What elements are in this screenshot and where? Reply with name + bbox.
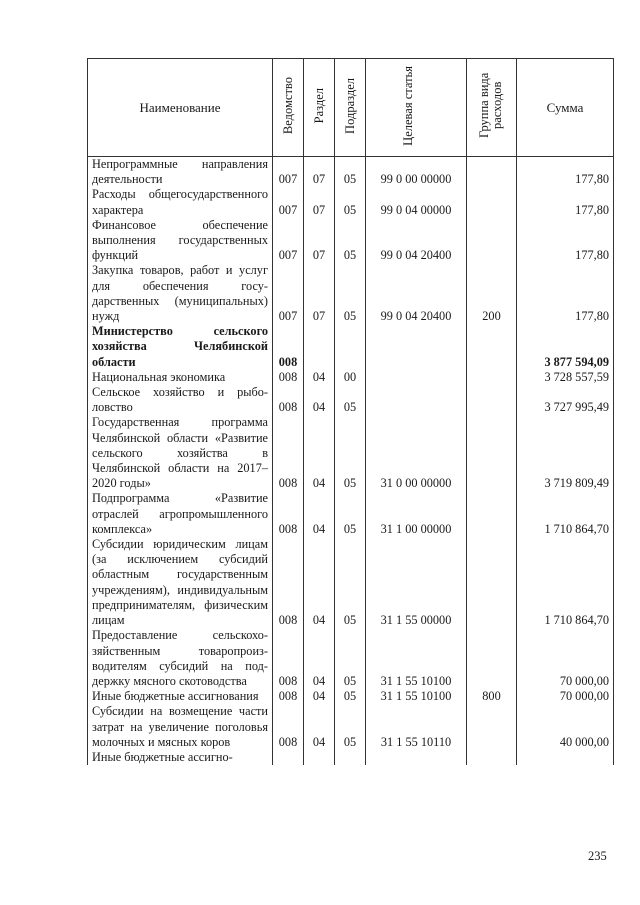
row-exptype	[467, 218, 517, 264]
row-subsection: 05	[335, 263, 366, 324]
row-name: Субсидии на возмещение части затрат на увеличение поголовья молочных и мясных коров	[88, 704, 273, 750]
row-exptype	[467, 157, 517, 188]
row-amount: 3 719 809,49	[517, 415, 614, 491]
row-name: Государственная программа Челябинской области «Развитие сельского хозяйства в Челябинской области на 2017–2020 годы»	[88, 415, 273, 491]
row-exptype: 800	[467, 689, 517, 704]
row-section: 07	[304, 218, 335, 264]
row-amount	[517, 750, 614, 765]
row-section: 04	[304, 628, 335, 689]
row-subsection: 05	[335, 415, 366, 491]
row-name: Министерство сельского хозяйства Челябинской области	[88, 324, 273, 370]
row-exptype	[467, 704, 517, 750]
header-subsection: Подраздел	[335, 59, 366, 157]
row-amount: 177,80	[517, 157, 614, 188]
row-exptype	[467, 324, 517, 370]
row-amount: 177,80	[517, 187, 614, 217]
row-dept: 008	[273, 689, 304, 704]
row-section: 04	[304, 689, 335, 704]
row-section: 04	[304, 704, 335, 750]
row-amount: 70 000,00	[517, 689, 614, 704]
row-target: 31 1 55 10110	[366, 704, 467, 750]
row-section: 04	[304, 491, 335, 537]
row-exptype: 200	[467, 263, 517, 324]
row-section	[304, 324, 335, 370]
row-target: 99 0 04 20400	[366, 263, 467, 324]
row-dept: 008	[273, 491, 304, 537]
row-exptype	[467, 750, 517, 765]
row-name: Закупка товаров, работ и услуг для обеспечения государственных (муниципальных) нужд	[88, 263, 273, 324]
header-target: Целевая статья	[366, 59, 467, 157]
header-amount: Сумма	[517, 59, 614, 157]
header-section: Раздел	[304, 59, 335, 157]
table-row	[88, 218, 614, 264]
row-dept: 008	[273, 628, 304, 689]
row-amount: 3 877 594,09	[517, 324, 614, 370]
row-exptype	[467, 491, 517, 537]
row-target: 31 1 55 10100	[366, 628, 467, 689]
row-section: 04	[304, 385, 335, 415]
row-exptype	[467, 415, 517, 491]
row-dept: 008	[273, 537, 304, 628]
row-name: Финансовое обеспечение выполнения государственных функций	[88, 218, 273, 264]
table-row	[88, 537, 614, 628]
table-row	[88, 704, 614, 750]
row-section: 07	[304, 263, 335, 324]
row-target	[366, 750, 467, 765]
row-exptype	[467, 187, 517, 217]
row-target	[366, 324, 467, 370]
row-dept: 008	[273, 415, 304, 491]
row-amount: 1 710 864,70	[517, 537, 614, 628]
row-name: Субсидии юридическим лицам (за исключением субсидий областным государственным учреждениям), индивидуальным предпринимателям, физическим лицам	[88, 537, 273, 628]
row-name: Иные бюджетные ассигно-	[88, 750, 273, 765]
row-name: Расходы общегосударственного характера	[88, 187, 273, 217]
row-name: Подпрограмма «Развитие отраслей агропромышленного комплекса»	[88, 491, 273, 537]
row-subsection: 05	[335, 491, 366, 537]
row-target: 31 1 55 00000	[366, 537, 467, 628]
row-dept: 007	[273, 218, 304, 264]
row-dept	[273, 750, 304, 765]
row-section: 04	[304, 537, 335, 628]
table-body	[88, 157, 614, 766]
row-exptype	[467, 628, 517, 689]
row-subsection: 00	[335, 370, 366, 385]
row-subsection	[335, 324, 366, 370]
row-subsection: 05	[335, 704, 366, 750]
page-number: 235	[588, 849, 607, 863]
table-row	[88, 689, 614, 704]
row-dept: 007	[273, 263, 304, 324]
table-row	[88, 370, 614, 385]
row-dept: 007	[273, 187, 304, 217]
row-target: 99 0 04 00000	[366, 187, 467, 217]
row-dept: 008	[273, 324, 304, 370]
row-section: 07	[304, 157, 335, 188]
row-subsection: 05	[335, 628, 366, 689]
row-subsection	[335, 750, 366, 765]
row-target: 31 1 55 10100	[366, 689, 467, 704]
row-subsection: 05	[335, 537, 366, 628]
row-dept: 008	[273, 704, 304, 750]
row-dept: 008	[273, 370, 304, 385]
row-section	[304, 750, 335, 765]
table-row	[88, 415, 614, 491]
row-target: 31 1 00 00000	[366, 491, 467, 537]
table-row	[88, 187, 614, 217]
row-name: Непрограммные направления деятельности	[88, 157, 273, 188]
row-section: 04	[304, 370, 335, 385]
table-header	[88, 59, 614, 157]
table-row	[88, 491, 614, 537]
row-target	[366, 385, 467, 415]
table-row	[88, 157, 614, 188]
row-dept: 008	[273, 385, 304, 415]
row-amount: 40 000,00	[517, 704, 614, 750]
table-row	[88, 385, 614, 415]
row-name: Иные бюджетные ассигнования	[88, 689, 273, 704]
row-target: 31 0 00 00000	[366, 415, 467, 491]
row-name: Сельское хозяйство и рыболовство	[88, 385, 273, 415]
table-row	[88, 263, 614, 324]
row-dept: 007	[273, 157, 304, 188]
row-name: Предоставление сельскохозяйственным товаропроизводителям субсидий на поддержку мясного скотоводства	[88, 628, 273, 689]
row-subsection: 05	[335, 385, 366, 415]
row-amount: 177,80	[517, 263, 614, 324]
table-row	[88, 324, 614, 370]
row-exptype	[467, 385, 517, 415]
row-subsection: 05	[335, 157, 366, 188]
row-amount: 177,80	[517, 218, 614, 264]
row-exptype	[467, 370, 517, 385]
row-amount: 3 727 995,49	[517, 385, 614, 415]
header-exptype: Группа вида расходов	[467, 59, 517, 157]
row-amount: 1 710 864,70	[517, 491, 614, 537]
table-row	[88, 750, 614, 765]
row-target	[366, 370, 467, 385]
row-target: 99 0 00 00000	[366, 157, 467, 188]
row-amount: 70 000,00	[517, 628, 614, 689]
header-name: Наименование	[88, 59, 273, 157]
row-section: 04	[304, 415, 335, 491]
table-row	[88, 628, 614, 689]
row-subsection: 05	[335, 187, 366, 217]
row-amount: 3 728 557,59	[517, 370, 614, 385]
header-dept: Ведомство	[273, 59, 304, 157]
row-section: 07	[304, 187, 335, 217]
budget-table	[87, 58, 614, 765]
row-subsection: 05	[335, 218, 366, 264]
row-subsection: 05	[335, 689, 366, 704]
row-target: 99 0 04 20400	[366, 218, 467, 264]
row-name: Национальная экономика	[88, 370, 273, 385]
row-exptype	[467, 537, 517, 628]
